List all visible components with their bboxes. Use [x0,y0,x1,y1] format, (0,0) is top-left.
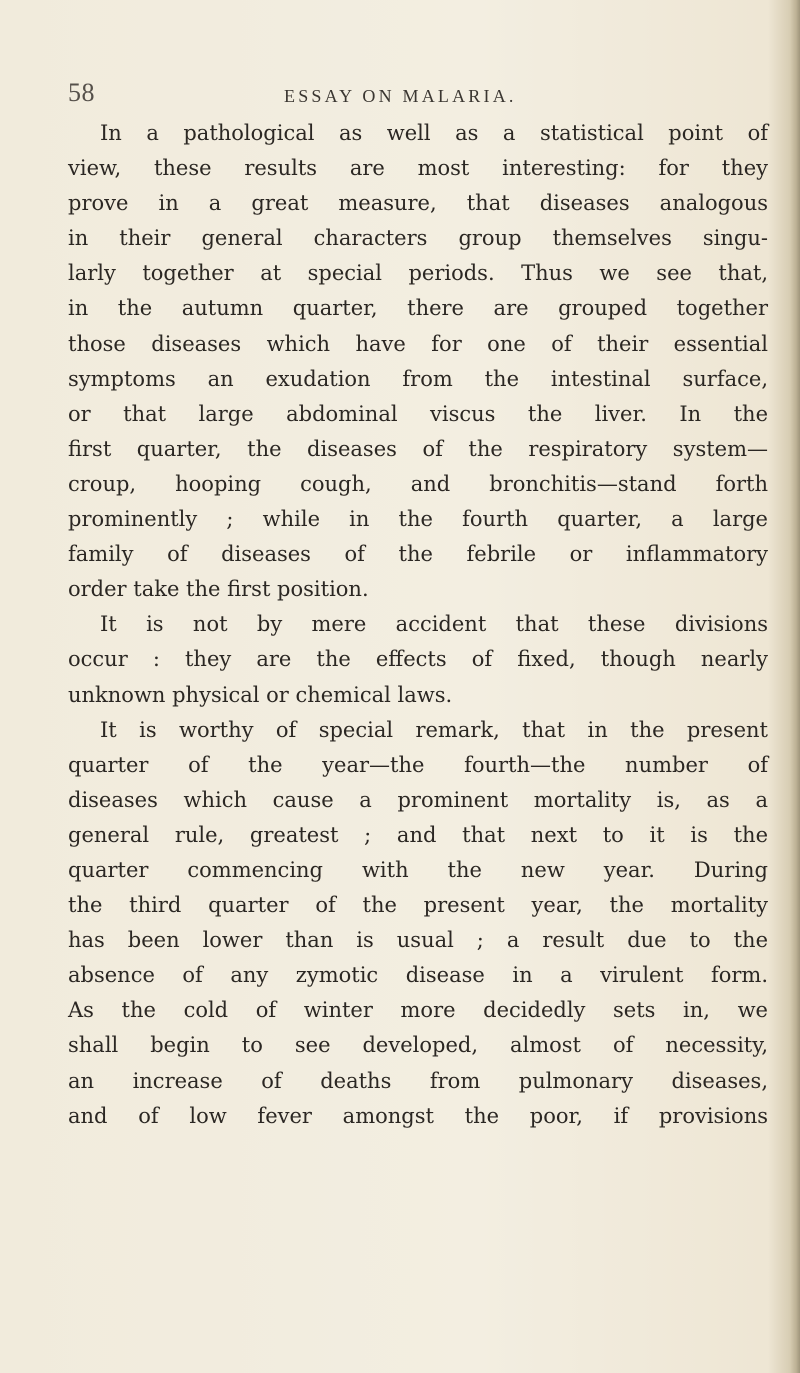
text-line: or that large abdominal viscus the liver. In the [68,401,768,426]
text-line: absence of any zymotic disease in a virulent form. [68,963,768,988]
text-line: in the autumn quarter, there are grouped together [68,296,768,321]
text-line: prominently ; while in the fourth quarter, a large [68,507,768,532]
text-line: has been lower than is usual ; a result due to the [68,928,768,953]
text-line: diseases which cause a prominent mortality is, as a [68,787,768,812]
text-line: larly together at special periods. Thus we see that, [68,261,768,286]
text-line: quarter commencing with the new year. During [68,857,768,882]
page-number: 58 [68,78,95,107]
text-line: shall begin to see developed, almost of necessity, [68,1033,768,1058]
text-line: symptoms an exudation from the intestinal surface, [68,366,768,391]
text-line: and of low fever amongst the poor, if provisions [68,1103,768,1128]
text-line: As the cold of winter more decidedly sets in, we [68,998,768,1023]
page-header [68,78,768,118]
text-line: the third quarter of the present year, the mortality [68,893,768,918]
text-line: In a pathological as well as a statistical point of [100,121,768,145]
text-line: those diseases which have for one of their essential [68,331,768,356]
text-line: in their general characters group themselves singu- [68,226,768,251]
text-line: unknown physical or chemical laws. [68,682,453,707]
text-line: occur : they are the effects of fixed, though nearly [68,647,768,672]
text-line: It is not by mere accident that these divisions [100,612,768,637]
text-line: It is worthy of special remark, that in the present [100,717,768,742]
body-text [68,116,768,1134]
text-line: view, these results are most interesting: for they [68,156,768,181]
text-line: quarter of the year—the fourth—the number of [68,752,768,777]
text-line: first quarter, the diseases of the respiratory system— [68,436,768,461]
running-head: ESSAY ON MALARIA. [284,86,517,106]
page-edge-shadow [790,0,800,1373]
text-line: family of diseases of the febrile or inflammatory [68,542,768,567]
text-line: order take the first position. [68,577,369,602]
text-line: prove in a great measure, that diseases analogous [68,191,768,216]
text-line: croup, hooping cough, and bronchitis—stand forth [68,471,768,496]
text-line: general rule, greatest ; and that next to it is the [68,822,768,847]
text-line: an increase of deaths from pulmonary diseases, [68,1068,768,1093]
